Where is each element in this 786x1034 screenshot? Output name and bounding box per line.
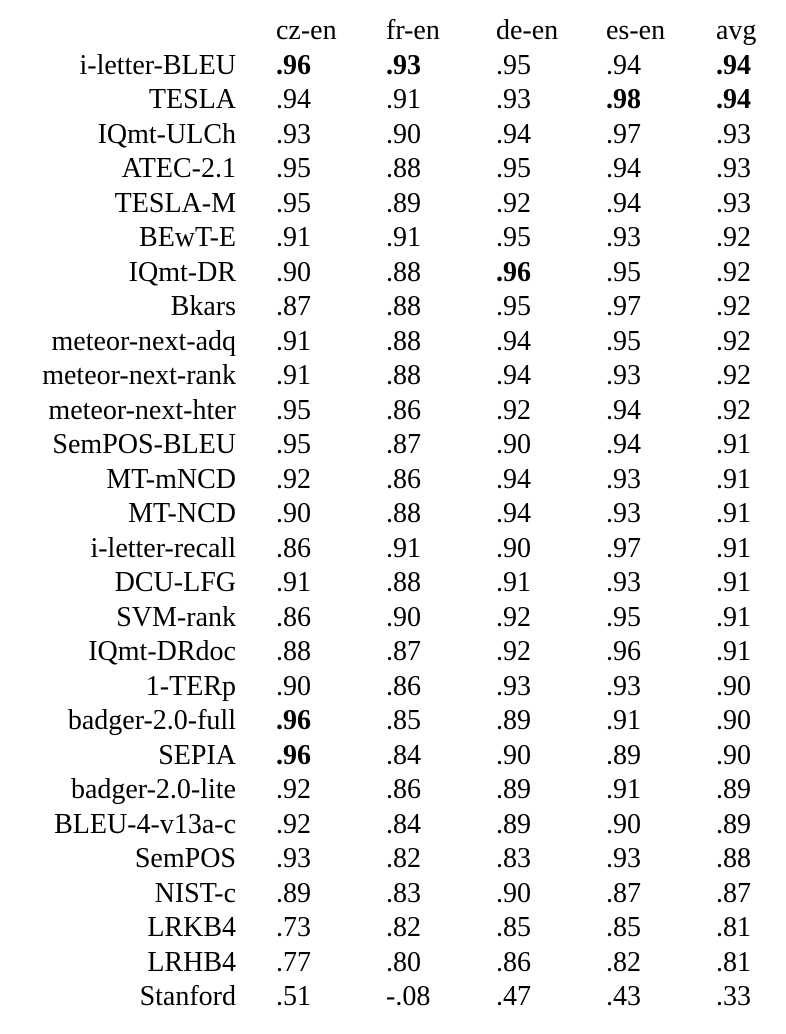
score-cell-de-en: .83 xyxy=(496,843,531,874)
score-cell-cz-en: .96 xyxy=(276,49,311,81)
score-cell-avg: .92 xyxy=(716,394,751,426)
score-cell-avg: .92 xyxy=(716,291,751,322)
score-cell-de-en: .95 xyxy=(496,222,531,253)
score-cell-es-en: .95 xyxy=(606,601,641,633)
table-row xyxy=(0,842,786,877)
metric-name: SVM-rank xyxy=(116,601,236,633)
score-cell-de-en: .96 xyxy=(496,256,531,288)
score-cell-avg: .93 xyxy=(716,187,751,219)
score-cell-cz-en: .91 xyxy=(276,222,311,253)
table-row xyxy=(0,256,786,291)
score-cell-es-en: .82 xyxy=(606,946,641,978)
table-row xyxy=(0,911,786,946)
score-cell-es-en: .93 xyxy=(606,498,641,529)
score-cell-es-en: .85 xyxy=(606,912,641,943)
score-cell-cz-en: .73 xyxy=(276,912,311,943)
metric-name: IQmt-ULCh xyxy=(97,118,236,150)
table-row xyxy=(0,877,786,912)
score-cell-es-en: .93 xyxy=(606,222,641,253)
metric-name: SemPOS-BLEU xyxy=(52,429,236,460)
score-cell-de-en: .91 xyxy=(496,567,531,598)
score-cell-fr-en: .93 xyxy=(386,49,421,81)
score-cell-es-en: .97 xyxy=(606,118,641,150)
table-row xyxy=(0,670,786,705)
table-row xyxy=(0,325,786,360)
score-cell-es-en: .93 xyxy=(606,463,641,495)
score-cell-de-en: .92 xyxy=(496,636,531,667)
table-row xyxy=(0,83,786,118)
table-row xyxy=(0,428,786,463)
score-cell-avg: .91 xyxy=(716,567,751,598)
score-cell-fr-en: .87 xyxy=(386,636,421,667)
score-cell-avg: .93 xyxy=(716,153,751,184)
score-cell-avg: .81 xyxy=(716,946,751,978)
table-row xyxy=(0,980,786,1015)
score-cell-fr-en: -.08 xyxy=(386,981,431,1012)
score-cell-de-en: .92 xyxy=(496,394,531,426)
table-row xyxy=(0,290,786,325)
score-cell-de-en: .90 xyxy=(496,429,531,460)
score-cell-avg: .94 xyxy=(716,49,751,81)
metric-name: IQmt-DR xyxy=(128,256,236,288)
table-row xyxy=(0,704,786,739)
metric-name: ATEC-2.1 xyxy=(121,153,236,184)
score-cell-avg: .91 xyxy=(716,463,751,495)
score-cell-avg: .87 xyxy=(716,877,751,909)
score-cell-es-en: .97 xyxy=(606,532,641,564)
score-cell-es-en: .98 xyxy=(606,84,641,115)
metric-name: SEPIA xyxy=(158,739,236,771)
score-cell-fr-en: .87 xyxy=(386,429,421,460)
score-cell-de-en: .86 xyxy=(496,946,531,978)
score-cell-es-en: .93 xyxy=(606,360,641,391)
metric-name: badger-2.0-full xyxy=(67,705,236,736)
score-cell-de-en: .90 xyxy=(496,532,531,564)
score-cell-fr-en: .86 xyxy=(386,394,421,426)
score-cell-fr-en: .88 xyxy=(386,291,421,322)
score-cell-avg: .89 xyxy=(716,808,751,840)
score-cell-avg: .91 xyxy=(716,429,751,460)
score-cell-cz-en: .95 xyxy=(276,187,311,219)
score-cell-es-en: .43 xyxy=(606,981,641,1012)
score-cell-avg: .92 xyxy=(716,360,751,391)
score-cell-cz-en: .96 xyxy=(276,705,311,736)
score-cell-de-en: .89 xyxy=(496,774,531,805)
score-cell-es-en: .93 xyxy=(606,567,641,598)
score-cell-de-en: .93 xyxy=(496,84,531,115)
score-cell-fr-en: .86 xyxy=(386,774,421,805)
score-cell-de-en: .89 xyxy=(496,808,531,840)
metric-name: meteor-next-hter xyxy=(48,394,236,426)
score-cell-avg: .88 xyxy=(716,843,751,874)
table-row xyxy=(0,808,786,843)
score-cell-fr-en: .84 xyxy=(386,808,421,840)
metric-name: LRHB4 xyxy=(147,946,236,978)
score-cell-cz-en: .92 xyxy=(276,808,311,840)
metric-name: IQmt-DRdoc xyxy=(88,636,236,667)
metric-name: BEwT-E xyxy=(139,222,236,253)
score-cell-es-en: .94 xyxy=(606,153,641,184)
score-cell-es-en: .93 xyxy=(606,843,641,874)
score-cell-cz-en: .96 xyxy=(276,739,311,771)
metric-name: BLEU-4-v13a-c xyxy=(54,808,236,840)
score-cell-cz-en: .92 xyxy=(276,463,311,495)
score-cell-de-en: .94 xyxy=(496,463,531,495)
score-cell-avg: .90 xyxy=(716,670,751,702)
metric-name: NIST-c xyxy=(154,877,236,909)
score-cell-avg: .93 xyxy=(716,118,751,150)
score-cell-avg: .91 xyxy=(716,498,751,529)
metric-name: i-letter-BLEU xyxy=(79,49,236,81)
score-cell-cz-en: .95 xyxy=(276,429,311,460)
header-corner-cell xyxy=(0,14,276,49)
table-row xyxy=(0,118,786,153)
score-cell-es-en: .89 xyxy=(606,739,641,771)
score-cell-avg: .92 xyxy=(716,222,751,253)
table-row xyxy=(0,532,786,567)
table-row xyxy=(0,566,786,601)
score-cell-avg: .94 xyxy=(716,84,751,115)
score-cell-cz-en: .86 xyxy=(276,601,311,633)
metric-name: badger-2.0-lite xyxy=(70,774,236,805)
table-row xyxy=(0,946,786,981)
score-cell-de-en: .95 xyxy=(496,153,531,184)
score-cell-avg: .91 xyxy=(716,601,751,633)
column-header-cz-en: cz-en xyxy=(276,15,337,46)
score-cell-es-en: .94 xyxy=(606,394,641,426)
score-cell-fr-en: .88 xyxy=(386,153,421,184)
score-cell-de-en: .94 xyxy=(496,325,531,357)
metric-name: meteor-next-rank xyxy=(42,360,236,391)
score-cell-fr-en: .86 xyxy=(386,670,421,702)
score-cell-de-en: .85 xyxy=(496,912,531,943)
score-cell-avg: .33 xyxy=(716,981,751,1012)
score-cell-fr-en: .82 xyxy=(386,843,421,874)
score-cell-es-en: .94 xyxy=(606,429,641,460)
score-cell-cz-en: .90 xyxy=(276,256,311,288)
score-cell-fr-en: .88 xyxy=(386,256,421,288)
score-cell-es-en: .94 xyxy=(606,187,641,219)
score-cell-cz-en: .91 xyxy=(276,360,311,391)
metric-name: Bkars xyxy=(170,291,236,322)
score-cell-cz-en: .90 xyxy=(276,670,311,702)
table-row xyxy=(0,497,786,532)
metric-name: Stanford xyxy=(139,981,236,1012)
metric-name: meteor-next-adq xyxy=(51,325,236,357)
score-cell-cz-en: .86 xyxy=(276,532,311,564)
score-cell-avg: .91 xyxy=(716,532,751,564)
score-cell-de-en: .92 xyxy=(496,601,531,633)
score-cell-avg: .92 xyxy=(716,256,751,288)
table-row xyxy=(0,773,786,808)
score-cell-fr-en: .84 xyxy=(386,739,421,771)
table-row xyxy=(0,221,786,256)
table-row xyxy=(0,394,786,429)
score-cell-es-en: .96 xyxy=(606,636,641,667)
score-cell-es-en: .91 xyxy=(606,774,641,805)
metric-name: TESLA-M xyxy=(114,187,236,219)
score-cell-fr-en: .80 xyxy=(386,946,421,978)
score-cell-avg: .89 xyxy=(716,774,751,805)
table-row xyxy=(0,359,786,394)
score-cell-de-en: .94 xyxy=(496,118,531,150)
score-cell-cz-en: .95 xyxy=(276,153,311,184)
metric-name: i-letter-recall xyxy=(90,532,236,564)
score-cell-fr-en: .89 xyxy=(386,187,421,219)
score-cell-de-en: .47 xyxy=(496,981,531,1012)
score-cell-cz-en: .91 xyxy=(276,325,311,357)
score-cell-fr-en: .82 xyxy=(386,912,421,943)
score-cell-fr-en: .88 xyxy=(386,567,421,598)
results-table xyxy=(0,14,786,1015)
score-cell-de-en: .89 xyxy=(496,705,531,736)
score-cell-de-en: .90 xyxy=(496,739,531,771)
score-cell-es-en: .95 xyxy=(606,325,641,357)
score-cell-cz-en: .95 xyxy=(276,394,311,426)
score-cell-es-en: .93 xyxy=(606,670,641,702)
table-row xyxy=(0,463,786,498)
score-cell-cz-en: .77 xyxy=(276,946,311,978)
score-cell-fr-en: .86 xyxy=(386,463,421,495)
table-row xyxy=(0,187,786,222)
score-cell-cz-en: .88 xyxy=(276,636,311,667)
table-row xyxy=(0,49,786,84)
score-cell-de-en: .90 xyxy=(496,877,531,909)
metric-name: MT-mNCD xyxy=(106,463,236,495)
score-cell-es-en: .97 xyxy=(606,291,641,322)
score-cell-fr-en: .91 xyxy=(386,532,421,564)
score-cell-de-en: .92 xyxy=(496,187,531,219)
score-cell-avg: .91 xyxy=(716,636,751,667)
score-cell-cz-en: .90 xyxy=(276,498,311,529)
score-cell-es-en: .95 xyxy=(606,256,641,288)
score-cell-de-en: .94 xyxy=(496,360,531,391)
header-row xyxy=(0,14,786,49)
score-cell-fr-en: .88 xyxy=(386,498,421,529)
score-cell-de-en: .95 xyxy=(496,49,531,81)
score-cell-cz-en: .51 xyxy=(276,981,311,1012)
score-cell-avg: .90 xyxy=(716,739,751,771)
score-cell-fr-en: .83 xyxy=(386,877,421,909)
score-cell-avg: .90 xyxy=(716,705,751,736)
metric-name: MT-NCD xyxy=(128,498,236,529)
column-header-fr-en: fr-en xyxy=(386,15,440,46)
column-header-de-en: de-en xyxy=(496,15,559,46)
score-cell-cz-en: .93 xyxy=(276,843,311,874)
score-cell-es-en: .87 xyxy=(606,877,641,909)
score-cell-cz-en: .89 xyxy=(276,877,311,909)
score-cell-cz-en: .93 xyxy=(276,118,311,150)
score-cell-cz-en: .87 xyxy=(276,291,311,322)
score-cell-fr-en: .90 xyxy=(386,601,421,633)
metric-name: TESLA xyxy=(148,84,236,115)
score-cell-cz-en: .94 xyxy=(276,84,311,115)
score-cell-de-en: .93 xyxy=(496,670,531,702)
column-header-es-en: es-en xyxy=(606,15,666,46)
table-body xyxy=(0,49,786,1015)
score-cell-cz-en: .92 xyxy=(276,774,311,805)
score-cell-es-en: .91 xyxy=(606,705,641,736)
metric-name: 1-TERp xyxy=(145,670,236,702)
score-cell-fr-en: .88 xyxy=(386,325,421,357)
score-cell-fr-en: .85 xyxy=(386,705,421,736)
score-cell-es-en: .94 xyxy=(606,49,641,81)
score-cell-es-en: .90 xyxy=(606,808,641,840)
table-row xyxy=(0,152,786,187)
score-cell-fr-en: .88 xyxy=(386,360,421,391)
metric-name: SemPOS xyxy=(134,843,236,874)
score-cell-de-en: .94 xyxy=(496,498,531,529)
metric-name: LRKB4 xyxy=(147,912,236,943)
score-cell-fr-en: .90 xyxy=(386,118,421,150)
table-header xyxy=(0,14,786,49)
score-cell-avg: .81 xyxy=(716,912,751,943)
table-row xyxy=(0,635,786,670)
table-row xyxy=(0,739,786,774)
score-cell-de-en: .95 xyxy=(496,291,531,322)
column-header-avg: avg xyxy=(716,15,757,46)
score-cell-avg: .92 xyxy=(716,325,751,357)
metric-name: DCU-LFG xyxy=(114,567,236,598)
score-cell-cz-en: .91 xyxy=(276,567,311,598)
score-cell-fr-en: .91 xyxy=(386,222,421,253)
table-row xyxy=(0,601,786,636)
score-cell-fr-en: .91 xyxy=(386,84,421,115)
